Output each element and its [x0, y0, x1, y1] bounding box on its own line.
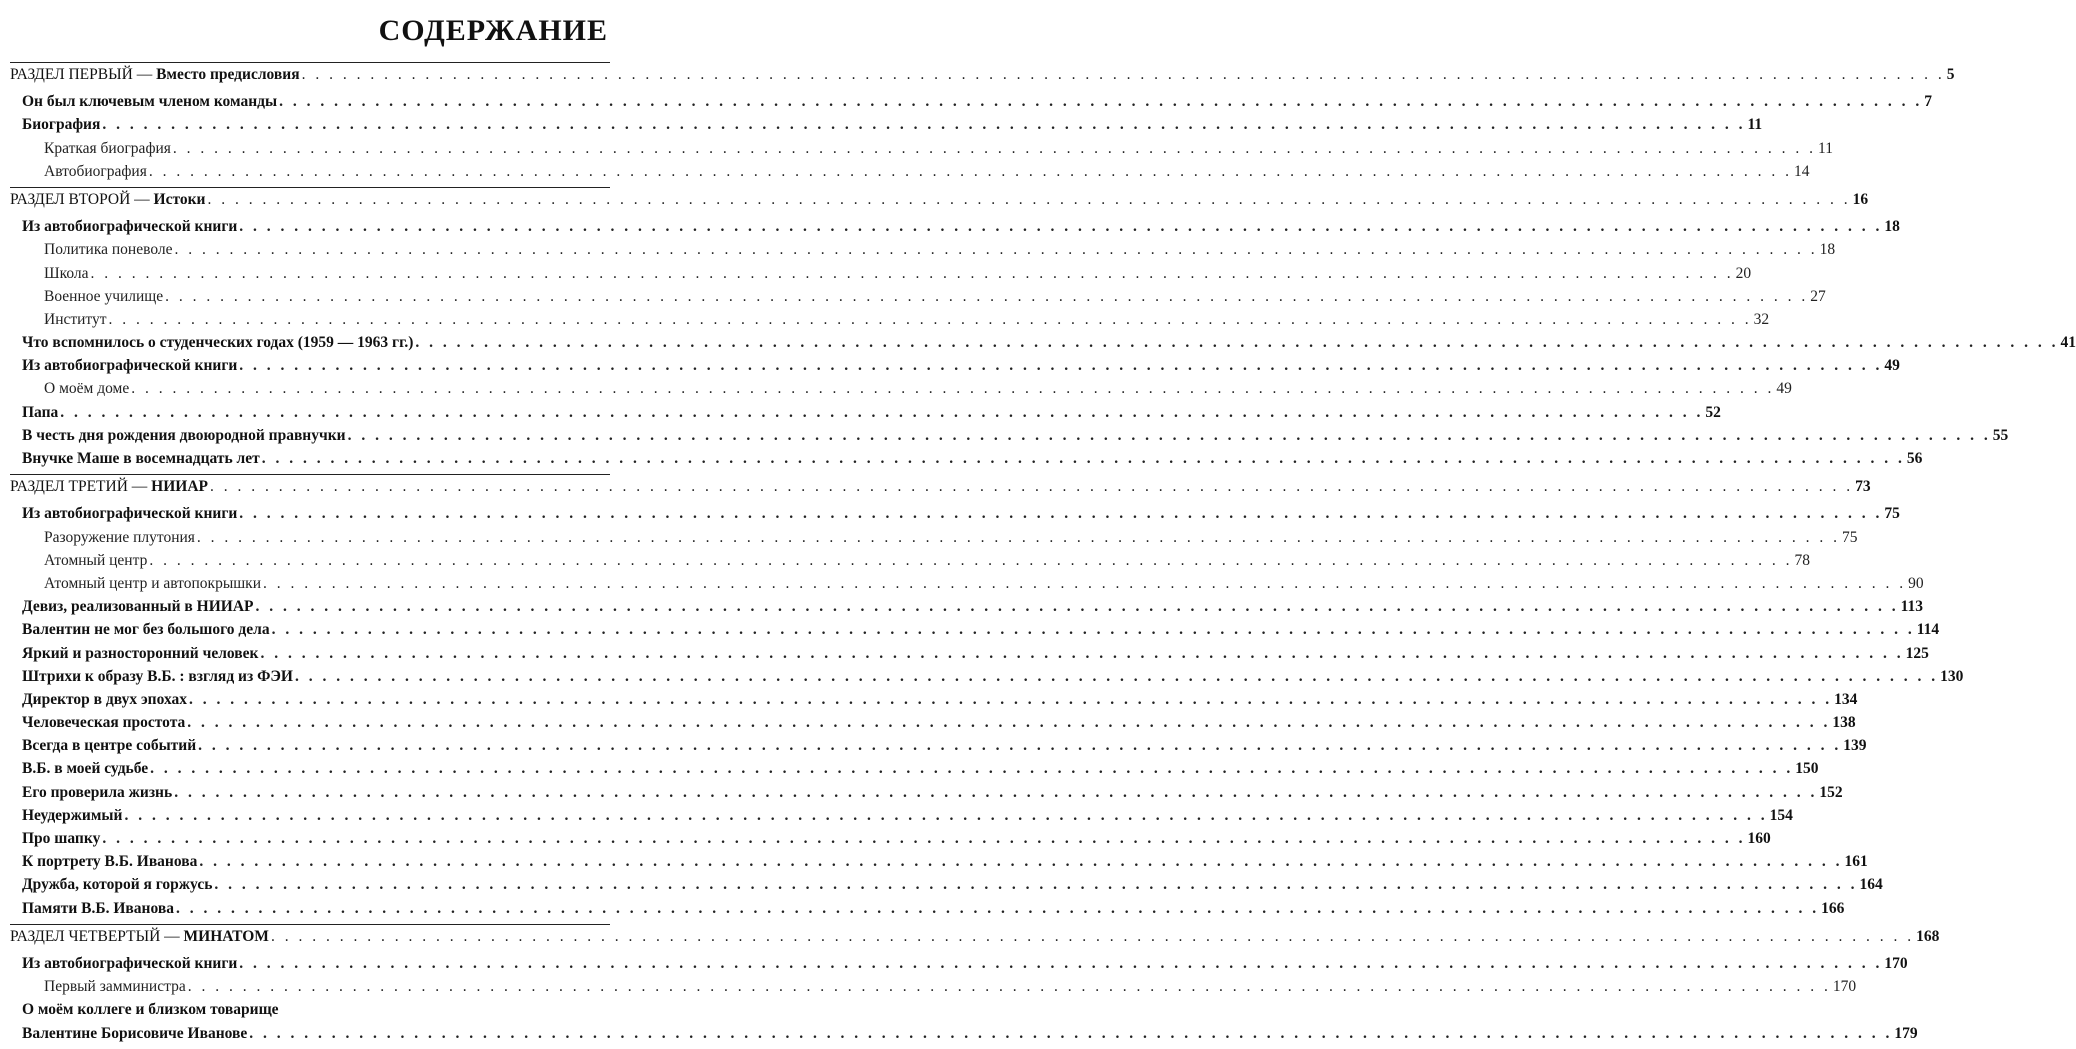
page-number: 18: [1818, 238, 1836, 261]
section-subtitle: Истоки: [153, 190, 206, 208]
toc-entry: [10, 665, 1964, 688]
toc-subentry: [10, 549, 1810, 572]
toc-entry: [10, 804, 1793, 827]
entry-title: Он был ключевым членом команды: [22, 90, 279, 113]
page-number: 49: [1882, 354, 1900, 377]
page-number: 90: [1906, 572, 1924, 595]
toc-subentry: [10, 137, 1833, 160]
toc-subentry: [10, 572, 1924, 595]
entry-title: К портрету В.Б. Иванова: [22, 850, 199, 873]
toc-entry: [10, 447, 1923, 470]
entry-title: Политика поневоле: [44, 238, 174, 261]
dot-leader: . . . . . . . . . . . . . . . . . . . . . . . . . . . . . . . . . . . . . . . . . . . . . . . . . . . . . . . . . . . . . . . . . . . . . . . . . . . . . . . . . . . . . . . . . . . . . . . . . . . . . . . . . . . . . . . . . . . . . . . .: [270, 927, 1915, 945]
page-number: 32: [1752, 308, 1770, 331]
entry-title: Краткая биография: [44, 137, 173, 160]
toc-entry: [10, 873, 1883, 896]
toc-entry: [10, 618, 1940, 641]
page-number: 11: [1746, 113, 1763, 136]
page-number: 16: [1851, 188, 1869, 211]
section-dash: —: [130, 190, 154, 208]
dot-leader: . . . . . . . . . . . . . . . . . . . . . . . . . . . . . . . . . . . . . . . . . . . . . . . . . . . . . . . . . . . . . . . . . . . . . . . . . . . . . . . . . . . . . . . . . . . . . . . . . . . . . . . . . . . . . . . . . . . . . . . .: [263, 574, 1907, 592]
entry-title: Внучке Маше в восемнадцать лет: [22, 447, 262, 470]
toc-subentry: [10, 262, 1752, 285]
dot-leader: . . . . . . . . . . . . . . . . . . . . . . . . . . . . . . . . . . . . . . . . . . . . . . . . . . . . . . . . . . . . . . . . . . . . . . . . . . . . . . . . . . . . . . . . . . . . . . . . . . . . . . . . . . . . . . . . . . . . . . . .: [301, 66, 1945, 83]
toc-entry: [10, 998, 610, 1021]
dot-leader: . . . . . . . . . . . . . . . . . . . . . . . . . . . . . . . . . . . . . . . . . . . . . . . . . . . . . . . . . . . . . . . . . . . . . . . . . . . . . . . . . . . . . . . . . . . . . . . . . . . . . . . . . . . . . . . . . . . . . . . .: [207, 190, 1851, 208]
toc-entry: [10, 113, 1763, 136]
toc-entry: [10, 711, 1856, 734]
toc-entry: [10, 850, 1868, 873]
entry-title: Памяти В.Б. Иванова: [22, 897, 176, 920]
page-number: 150: [1793, 757, 1818, 780]
page-number: 170: [1882, 952, 1907, 975]
dot-leader: . . . . . . . . . . . . . . . . . . . . . . . . . . . . . . . . . . . . . . . . . . . . . . . . . . . . . . . . . . . . . . . . . . . . . . . . . . . . . . . . . . . . . . . . . . . . . . . . . . . . . . . . . . . . . . . . . . . . . . . .: [214, 876, 1858, 894]
dot-leader: . . . . . . . . . . . . . . . . . . . . . . . . . . . . . . . . . . . . . . . . . . . . . . . . . . . . . . . . . . . . . . . . . . . . . . . . . . . . . . . . . . . . . . . . . . . . . . . . . . . . . . . . . . . . . . . . . . . . . . . .: [187, 978, 1831, 996]
entry-title: Из автобиографической книги: [22, 354, 239, 377]
page-number: 160: [1745, 827, 1770, 850]
toc-entry: [10, 215, 1900, 238]
entry-title: О моём коллеге и близком товарище: [22, 998, 281, 1021]
entry-title: Дружба, которой я горжусь: [22, 873, 214, 896]
dot-leader: . . . . . . . . . . . . . . . . . . . . . . . . . . . . . . . . . . . . . . . . . . . . . . . . . . . . . . . . . . . . . . . . . . . . . . . . . . . . . . . . . . . . . . . . . . . . . . . . . . . . . . . . . . . . . . . . . . . . . . . .: [150, 760, 1794, 778]
toc-entry: [10, 331, 2076, 354]
dot-leader: . . . . . . . . . . . . . . . . . . . . . . . . . . . . . . . . . . . . . . . . . . . . . . . . . . . . . . . . . . . . . . . . . . . . . . . . . . . . . . . . . . . . . . . . . . . . . . . . . . . . . . . . . . . . . . . . . . . . . . . .: [149, 551, 1793, 569]
page-number: 5: [1945, 63, 1955, 86]
toc-subentry: [10, 285, 1826, 308]
entry-title: Из автобиографической книги: [22, 215, 239, 238]
entry-title: Всегда в центре событий: [22, 734, 198, 757]
dot-leader: . . . . . . . . . . . . . . . . . . . . . . . . . . . . . . . . . . . . . . . . . . . . . . . . . . . . . . . . . . . . . . . . . . . . . . . . . . . . . . . . . . . . . . . . . . . . . . . . . . . . . . . . . . . . . . . . . . . . . . . .: [174, 783, 1818, 801]
toc-entry: [10, 642, 1929, 665]
section-label: [10, 188, 208, 211]
dot-leader: . . . . . . . . . . . . . . . . . . . . . . . . . . . . . . . . . . . . . . . . . . . . . . . . . . . . . . . . . . . . . . . . . . . . . . . . . . . . . . . . . . . . . . . . . . . . . . . . . . . . . . . . . . . . . . . . . . . . . . . .: [261, 450, 1905, 467]
page-number: 164: [1858, 873, 1883, 896]
page-number: 168: [1914, 925, 1939, 948]
section-heading: [10, 475, 1871, 498]
toc-entry: [10, 401, 1721, 424]
toc-entry: [10, 827, 1771, 850]
page-number: 11: [1816, 137, 1833, 160]
toc-subentry: [10, 526, 1858, 549]
page-number: 56: [1905, 447, 1923, 470]
section-heading: [10, 925, 1940, 948]
entry-title: Валентине Борисовиче Иванове: [22, 1022, 249, 1045]
page-number: 161: [1842, 850, 1867, 873]
section-label: [10, 925, 271, 948]
entry-title: Атомный центр и автопокрышки: [44, 572, 263, 595]
page-number: 75: [1882, 502, 1900, 525]
entry-title: Первый замминистра: [44, 975, 188, 998]
dot-leader: . . . . . . . . . . . . . . . . . . . . . . . . . . . . . . . . . . . . . . . . . . . . . . . . . . . . . . . . . . . . . . . . . . . . . . . . . . . . . . . . . . . . . . . . . . . . . . . . . . . . . . . . . . . . . . . . . . . . . . . .: [239, 357, 1883, 375]
page-number: 41: [2059, 331, 2076, 354]
entry-title: Разоружение плутония: [44, 526, 197, 549]
page-number: 166: [1819, 897, 1844, 920]
toc-entry: [10, 90, 1932, 113]
toc-entry: [10, 354, 1900, 377]
page-number: 152: [1817, 781, 1842, 804]
dot-leader: . . . . . . . . . . . . . . . . . . . . . . . . . . . . . . . . . . . . . . . . . . . . . . . . . . . . . . . . . . . . . . . . . . . . . . . . . . . . . . . . . . . . . . . . . . . . . . . . . . . . . . . . . . . . . . . . . . . . . . . .: [124, 806, 1768, 824]
toc-entry: [10, 424, 2009, 447]
dot-leader: . . . . . . . . . . . . . . . . . . . . . . . . . . . . . . . . . . . . . . . . . . . . . . . . . . . . . . . . . . . . . . . . . . . . . . . . . . . . . . . . . . . . . . . . . . . . . . . . . . . . . . . . . . . . . . . . . . . . . . . .: [196, 528, 1841, 546]
entry-title: Про шапку: [22, 827, 102, 850]
entry-title: Биография: [22, 113, 102, 136]
page-number: 55: [1991, 424, 2009, 447]
dot-leader: . . . . . . . . . . . . . . . . . . . . . . . . . . . . . . . . . . . . . . . . . . . . . . . . . . . . . . . . . . . . . . . . . . . . . . . . . . . . . . . . . . . . . . . . . . . . . . . . . . . . . . . . . . . . . . . . . . . . . . . .: [60, 403, 1704, 421]
toc-entry: [10, 688, 1858, 711]
toc-entry: [10, 757, 1819, 780]
entry-title: Девиз, реализованный в НИИАР: [22, 595, 256, 618]
entry-title: Из автобиографической книги: [22, 952, 239, 975]
page-number: 52: [1703, 401, 1721, 424]
dot-leader: . . . . . . . . . . . . . . . . . . . . . . . . . . . . . . . . . . . . . . . . . . . . . . . . . . . . . . . . . . . . . . . . . . . . . . . . . . . . . . . . . . . . . . . . . . . . . . . . . . . . . . . . . . . . . . . . . . . . . . . .: [347, 426, 1991, 444]
table-of-contents: [10, 62, 2076, 1049]
entry-title: В.Б. в моей судьбе: [22, 757, 150, 780]
section-name: РАЗДЕЛ ЧЕТВЕРТЫЙ: [10, 927, 161, 945]
dot-leader: . . . . . . . . . . . . . . . . . . . . . . . . . . . . . . . . . . . . . . . . . . . . . . . . . . . . . . . . . . . . . . . . . . . . . . . . . . . . . . . . . . . . . . . . . . . . . . . . . . . . . . . . . . . . . . . . . . . . . . . .: [255, 598, 1899, 616]
dot-leader: . . . . . . . . . . . . . . . . . . . . . . . . . . . . . . . . . . . . . . . . . . . . . . . . . . . . . . . . . . . . . . . . . . . . . . . . . . . . . . . . . . . . . . . . . . . . . . . . . . . . . . . . . . . . . . . . . . . . . . . .: [279, 93, 1923, 111]
toc-subentry: [10, 238, 1836, 261]
entry-title: В честь дня рождения двоюродной правнучки: [22, 424, 348, 447]
toc-subentry: [10, 975, 1857, 998]
page-number: 179: [1892, 1022, 1917, 1045]
section-heading: [10, 63, 1955, 86]
entry-title: Неудержимый: [22, 804, 124, 827]
entry-title: Из автобиографической книги: [22, 502, 239, 525]
dot-leader: . . . . . . . . . . . . . . . . . . . . . . . . . . . . . . . . . . . . . . . . . . . . . . . . . . . . . . . . . . . . . . . . . . . . . . . . . . . . . . . . . . . . . . . . . . . . . . . . . . . . . . . . . . . . . . . . . . . . . . . .: [102, 830, 1746, 847]
toc-entry: [10, 595, 1924, 618]
section-name: РАЗДЕЛ ПЕРВЫЙ: [10, 66, 133, 83]
entry-title: Школа: [44, 262, 91, 285]
page-number: 154: [1768, 804, 1793, 827]
section-subtitle: МИНАТОМ: [183, 927, 269, 945]
toc-subentry: [10, 377, 1792, 400]
section-subtitle: НИИАР: [151, 478, 208, 496]
dot-leader: . . . . . . . . . . . . . . . . . . . . . . . . . . . . . . . . . . . . . . . . . . . . . . . . . . . . . . . . . . . . . . . . . . . . . . . . . . . . . . . . . . . . . . . . . . . . . . . . . . . . . . . . . . . . . . . . . . . . . . . .: [108, 310, 1752, 328]
dot-leader: . . . . . . . . . . . . . . . . . . . . . . . . . . . . . . . . . . . . . . . . . . . . . . . . . . . . . . . . . . . . . . . . . . . . . . . . . . . . . . . . . . . . . . . . . . . . . . . . . . . . . . . . . . . . . . . . . . . . . . . .: [415, 334, 2059, 352]
page-number: 113: [1899, 595, 1923, 618]
page-number: 27: [1808, 285, 1826, 308]
toc-entry: [10, 734, 1867, 757]
section-dash: —: [127, 478, 152, 496]
entry-title: Военное училище: [44, 285, 165, 308]
section-label: [10, 475, 210, 498]
dot-leader: . . . . . . . . . . . . . . . . . . . . . . . . . . . . . . . . . . . . . . . . . . . . . . . . . . . . . . . . . . . . . . . . . . . . . . . . . . . . . . . . . . . . . . . . . . . . . . . . . . . . . . . . . . . . . . . . . . . . . . . .: [174, 241, 1818, 259]
section-label: [10, 63, 302, 86]
page-number: 18: [1882, 215, 1900, 238]
spacer: [10, 1045, 610, 1049]
section-name: РАЗДЕЛ ТРЕТИЙ: [10, 478, 128, 496]
dot-leader: . . . . . . . . . . . . . . . . . . . . . . . . . . . . . . . . . . . . . . . . . . . . . . . . . . . . . . . . . . . . . . . . . . . . . . . . . . . . . . . . . . . . . . . . . . . . . . . . . . . . . . . . . . . . . . . . . . . . . . . .: [199, 853, 1843, 871]
page-title: СОДЕРЖАНИЕ: [378, 14, 608, 47]
section-name: РАЗДЕЛ ВТОРОЙ: [10, 190, 131, 208]
toc-entry: [10, 952, 1908, 975]
entry-title: Институт: [44, 308, 109, 331]
entry-title: Директор в двух эпохах: [22, 688, 189, 711]
toc-subentry: [10, 160, 1810, 183]
page-number: 170: [1831, 975, 1856, 998]
toc-subentry: [10, 308, 1770, 331]
page-number: 14: [1792, 160, 1810, 183]
entry-title: Атомный центр: [44, 549, 149, 572]
dot-leader: . . . . . . . . . . . . . . . . . . . . . . . . . . . . . . . . . . . . . . . . . . . . . . . . . . . . . . . . . . . . . . . . . . . . . . . . . . . . . . . . . . . . . . . . . . . . . . . . . . . . . . . . . . . . . . . . . . . . . . . .: [260, 644, 1904, 662]
entry-title: Папа: [22, 401, 60, 424]
dot-leader: . . . . . . . . . . . . . . . . . . . . . . . . . . . . . . . . . . . . . . . . . . . . . . . . . . . . . . . . . . . . . . . . . . . . . . . . . . . . . . . . . . . . . . . . . . . . . . . . . . . . . . . . . . . . . . . . . . . . . . . .: [187, 714, 1831, 732]
page-number: 20: [1734, 262, 1752, 285]
entry-title: Человеческая простота: [22, 711, 187, 734]
toc-entry: [10, 897, 1845, 920]
entry-title: Автобиография: [44, 160, 149, 183]
dot-leader: . . . . . . . . . . . . . . . . . . . . . . . . . . . . . . . . . . . . . . . . . . . . . . . . . . . . . . . . . . . . . . . . . . . . . . . . . . . . . . . . . . . . . . . . . . . . . . . . . . . . . . . . . . . . . . . . . . . . . . . .: [249, 1024, 1893, 1042]
dot-leader: . . . . . . . . . . . . . . . . . . . . . . . . . . . . . . . . . . . . . . . . . . . . . . . . . . . . . . . . . . . . . . . . . . . . . . . . . . . . . . . . . . . . . . . . . . . . . . . . . . . . . . . . . . . . . . . . . . . . . . . .: [239, 218, 1883, 236]
dot-leader: . . . . . . . . . . . . . . . . . . . . . . . . . . . . . . . . . . . . . . . . . . . . . . . . . . . . . . . . . . . . . . . . . . . . . . . . . . . . . . . . . . . . . . . . . . . . . . . . . . . . . . . . . . . . . . . . . . . . . . . .: [172, 139, 1817, 157]
page-number: 75: [1840, 526, 1858, 549]
page-number: 7: [1922, 90, 1932, 113]
entry-title: Что вспомнилось о студенческих годах (1959 — 1963 гг.): [22, 331, 415, 354]
page-number: 78: [1792, 549, 1810, 572]
dot-leader: . . . . . . . . . . . . . . . . . . . . . . . . . . . . . . . . . . . . . . . . . . . . . . . . . . . . . . . . . . . . . . . . . . . . . . . . . . . . . . . . . . . . . . . . . . . . . . . . . . . . . . . . . . . . . . . . . . . . . . . .: [271, 621, 1915, 639]
dot-leader: . . . . . . . . . . . . . . . . . . . . . . . . . . . . . . . . . . . . . . . . . . . . . . . . . . . . . . . . . . . . . . . . . . . . . . . . . . . . . . . . . . . . . . . . . . . . . . . . . . . . . . . . . . . . . . . . . . . . . . . .: [131, 380, 1775, 398]
dot-leader: . . . . . . . . . . . . . . . . . . . . . . . . . . . . . . . . . . . . . . . . . . . . . . . . . . . . . . . . . . . . . . . . . . . . . . . . . . . . . . . . . . . . . . . . . . . . . . . . . . . . . . . . . . . . . . . . . . . . . . . .: [294, 667, 1939, 685]
dot-leader: . . . . . . . . . . . . . . . . . . . . . . . . . . . . . . . . . . . . . . . . . . . . . . . . . . . . . . . . . . . . . . . . . . . . . . . . . . . . . . . . . . . . . . . . . . . . . . . . . . . . . . . . . . . . . . . . . . . . . . . .: [239, 954, 1883, 972]
page-number: 114: [1915, 618, 1939, 641]
section-dash: —: [132, 66, 157, 83]
page-number: 73: [1853, 475, 1871, 498]
page-number: 125: [1904, 642, 1929, 665]
page-number: 49: [1774, 377, 1792, 400]
page-number: 138: [1830, 711, 1855, 734]
dot-leader: . . . . . . . . . . . . . . . . . . . . . . . . . . . . . . . . . . . . . . . . . . . . . . . . . . . . . . . . . . . . . . . . . . . . . . . . . . . . . . . . . . . . . . . . . . . . . . . . . . . . . . . . . . . . . . . . . . . . . . . .: [210, 478, 1854, 496]
page-number: 139: [1841, 734, 1866, 757]
section-heading: [10, 188, 1869, 211]
dot-leader: . . . . . . . . . . . . . . . . . . . . . . . . . . . . . . . . . . . . . . . . . . . . . . . . . . . . . . . . . . . . . . . . . . . . . . . . . . . . . . . . . . . . . . . . . . . . . . . . . . . . . . . . . . . . . . . . . . . . . . . .: [198, 737, 1842, 755]
entry-title: Штрихи к образу В.Б. : взгляд из ФЭИ: [22, 665, 295, 688]
entry-title: О моём доме: [44, 377, 131, 400]
toc-entry: [10, 781, 1843, 804]
section-subtitle: Вместо предисловия: [156, 66, 300, 83]
entry-title: Его проверила жизнь: [22, 781, 174, 804]
page-number: 134: [1832, 688, 1857, 711]
dot-leader: . . . . . . . . . . . . . . . . . . . . . . . . . . . . . . . . . . . . . . . . . . . . . . . . . . . . . . . . . . . . . . . . . . . . . . . . . . . . . . . . . . . . . . . . . . . . . . . . . . . . . . . . . . . . . . . . . . . . . . . .: [189, 690, 1833, 708]
dot-leader: . . . . . . . . . . . . . . . . . . . . . . . . . . . . . . . . . . . . . . . . . . . . . . . . . . . . . . . . . . . . . . . . . . . . . . . . . . . . . . . . . . . . . . . . . . . . . . . . . . . . . . . . . . . . . . . . . . . . . . . .: [175, 899, 1820, 917]
toc-entry: [10, 1022, 1918, 1045]
dot-leader: . . . . . . . . . . . . . . . . . . . . . . . . . . . . . . . . . . . . . . . . . . . . . . . . . . . . . . . . . . . . . . . . . . . . . . . . . . . . . . . . . . . . . . . . . . . . . . . . . . . . . . . . . . . . . . . . . . . . . . . .: [239, 505, 1883, 523]
dot-leader: . . . . . . . . . . . . . . . . . . . . . . . . . . . . . . . . . . . . . . . . . . . . . . . . . . . . . . . . . . . . . . . . . . . . . . . . . . . . . . . . . . . . . . . . . . . . . . . . . . . . . . . . . . . . . . . . . . . . . . . .: [148, 162, 1792, 180]
section-dash: —: [160, 927, 184, 945]
page-number: 130: [1938, 665, 1963, 688]
entry-title: Валентин не мог без большого дела: [22, 618, 272, 641]
dot-leader: . . . . . . . . . . . . . . . . . . . . . . . . . . . . . . . . . . . . . . . . . . . . . . . . . . . . . . . . . . . . . . . . . . . . . . . . . . . . . . . . . . . . . . . . . . . . . . . . . . . . . . . . . . . . . . . . . . . . . . . .: [102, 116, 1746, 134]
toc-entry: [10, 502, 1900, 525]
entry-title: Яркий и разносторонний человек: [22, 642, 260, 665]
dot-leader: . . . . . . . . . . . . . . . . . . . . . . . . . . . . . . . . . . . . . . . . . . . . . . . . . . . . . . . . . . . . . . . . . . . . . . . . . . . . . . . . . . . . . . . . . . . . . . . . . . . . . . . . . . . . . . . . . . . . . . . .: [165, 287, 1809, 305]
dot-leader: . . . . . . . . . . . . . . . . . . . . . . . . . . . . . . . . . . . . . . . . . . . . . . . . . . . . . . . . . . . . . . . . . . . . . . . . . . . . . . . . . . . . . . . . . . . . . . . . . . . . . . . . . . . . . . . . . . . . . . . .: [90, 264, 1734, 282]
